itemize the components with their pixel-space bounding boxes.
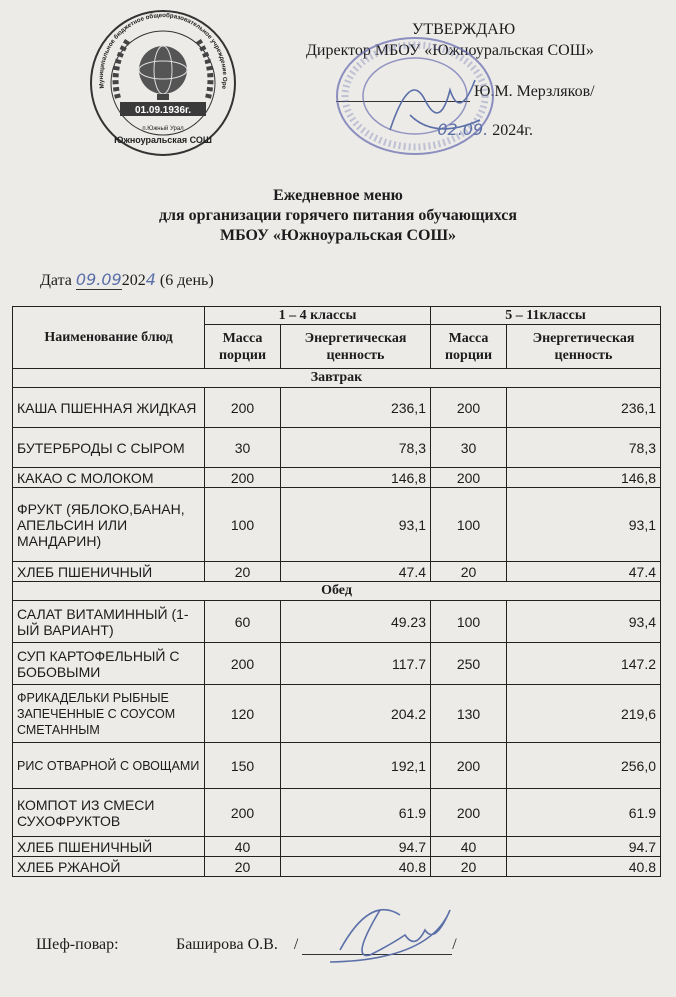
date-year-prefix: 202: [121, 272, 146, 289]
mass-1-4: 100: [205, 488, 281, 562]
mass-5-11: 40: [431, 837, 507, 857]
energy-5-11: 219,6: [507, 685, 661, 743]
table-row: [13, 685, 661, 743]
logo-ring-text: Муниципальное бюджетное общеобразовательное учреждение Оре: [97, 12, 229, 90]
energy-1-4: 146,8: [281, 468, 431, 488]
dish-name: САЛАТ ВИТАМИННЫЙ (1-ЫЙ ВАРИАНТ): [13, 601, 205, 643]
mass-5-11: 200: [431, 743, 507, 789]
approval-position: Директор МБОУ «Южноуральская СОШ»: [306, 42, 594, 59]
col-header-mass1: Масса порции: [205, 325, 281, 369]
mass-5-11: 100: [431, 601, 507, 643]
energy-5-11: 93,4: [507, 601, 661, 643]
energy-1-4: 93,1: [281, 488, 431, 562]
signature-slash-open: /: [293, 936, 299, 953]
col-header-group1: 1 – 4 классы: [205, 307, 431, 325]
mass-5-11: 100: [431, 488, 507, 562]
table-row: [13, 428, 661, 468]
date-label: Дата: [40, 272, 72, 289]
approval-director-name: Ю.М. Мерзляков/: [474, 83, 595, 100]
dish-name: ХЛЕБ РЖАНОЙ: [13, 857, 205, 877]
dish-name: ФРИКАДЕЛЬКИ РЫБНЫЕ ЗАПЕЧЕННЫЕ С СОУСОМ СМЕТАННЫМ: [13, 685, 205, 743]
dish-name: ХЛЕБ ПШЕНИЧНЫЙ: [13, 562, 205, 582]
energy-5-11: 40.8: [507, 857, 661, 877]
energy-1-4: 40.8: [281, 857, 431, 877]
energy-5-11: 61.9: [507, 789, 661, 837]
logo-school-text: Южноуральская СОШ: [114, 135, 212, 145]
menu-date: [40, 270, 214, 290]
approval-date-suffix: г.: [524, 122, 533, 139]
logo-ribbon-text: 01.09.1936г.: [135, 105, 191, 116]
energy-5-11: 94.7: [507, 837, 661, 857]
table-row: [13, 562, 661, 582]
chef-signature: [310, 890, 470, 970]
mass-1-4: 200: [205, 388, 281, 428]
dish-name: КАША ПШЕННАЯ ЖИДКАЯ: [13, 388, 205, 428]
energy-1-4: 204.2: [281, 685, 431, 743]
mass-1-4: 200: [205, 789, 281, 837]
mass-1-4: 200: [205, 468, 281, 488]
mass-5-11: 130: [431, 685, 507, 743]
energy-1-4: 49.23: [281, 601, 431, 643]
chef-label: Шеф-повар:: [36, 936, 119, 953]
energy-1-4: 192,1: [281, 743, 431, 789]
table-row: [13, 743, 661, 789]
mass-1-4: 150: [205, 743, 281, 789]
energy-1-4: 47.4: [281, 562, 431, 582]
dish-name: КАКАО С МОЛОКОМ: [13, 468, 205, 488]
mass-5-11: 20: [431, 562, 507, 582]
mass-1-4: 40: [205, 837, 281, 857]
col-header-mass2: Масса порции: [431, 325, 507, 369]
energy-1-4: 236,1: [281, 388, 431, 428]
energy-5-11: 236,1: [507, 388, 661, 428]
col-header-energy2: Энергетическая ценность: [507, 325, 661, 369]
energy-5-11: 146,8: [507, 468, 661, 488]
mass-1-4: 30: [205, 428, 281, 468]
director-signature: [380, 60, 490, 150]
school-logo-seal: [88, 8, 238, 158]
energy-5-11: 256,0: [507, 743, 661, 789]
date-year-last: 4: [145, 270, 156, 289]
date-day: 09.09: [75, 270, 122, 289]
mass-5-11: 30: [431, 428, 507, 468]
menu-heading-line1: Ежедневное меню: [273, 187, 403, 204]
mass-5-11: 200: [431, 388, 507, 428]
table-row: [13, 488, 661, 562]
menu-heading-line2: для организации горячего питания обучающихся: [158, 207, 518, 224]
menu-table: [12, 306, 661, 877]
mass-5-11: 200: [431, 789, 507, 837]
col-header-name: Наименование блюд: [13, 307, 205, 369]
col-header-group2: 5 – 11классы: [431, 307, 661, 325]
table-row: [13, 601, 661, 643]
table-row: [13, 789, 661, 837]
energy-1-4: 78,3: [281, 428, 431, 468]
mass-1-4: 20: [205, 562, 281, 582]
table-row: [13, 837, 661, 857]
energy-5-11: 93,1: [507, 488, 661, 562]
table-row: [13, 388, 661, 428]
mass-5-11: 250: [431, 643, 507, 685]
mass-1-4: 200: [205, 643, 281, 685]
dish-name: КОМПОТ ИЗ СМЕСИ СУХОФРУКТОВ: [13, 789, 205, 837]
date-day-number: (6 день): [159, 272, 214, 289]
energy-5-11: 47.4: [507, 562, 661, 582]
energy-5-11: 78,3: [507, 428, 661, 468]
dish-name: ФРУКТ (ЯБЛОКО,БАНАН, АПЕЛЬСИН ИЛИ МАНДАРИН): [13, 488, 205, 562]
energy-1-4: 61.9: [281, 789, 431, 837]
table-row: [13, 857, 661, 877]
section-lunch: Обед: [13, 582, 661, 601]
approval-title: УТВЕРЖДАЮ: [412, 21, 516, 38]
approval-date-day: 02.09.: [437, 120, 489, 139]
energy-5-11: 147.2: [507, 643, 661, 685]
table-row: [13, 468, 661, 488]
logo-place-text: п.Южный Урал: [142, 126, 184, 132]
mass-1-4: 60: [205, 601, 281, 643]
dish-name: ХЛЕБ ПШЕНИЧНЫЙ: [13, 837, 205, 857]
mass-5-11: 20: [431, 857, 507, 877]
signature-slash-close: /: [452, 936, 457, 953]
mass-1-4: 20: [205, 857, 281, 877]
dish-name: БУТЕРБРОДЫ С СЫРОМ: [13, 428, 205, 468]
dish-name: СУП КАРТОФЕЛЬНЫЙ С БОБОВЫМИ: [13, 643, 205, 685]
energy-1-4: 117.7: [281, 643, 431, 685]
section-breakfast: Завтрак: [13, 369, 661, 388]
mass-5-11: 200: [431, 468, 507, 488]
chef-name-text: Баширова О.В.: [176, 936, 278, 953]
approval-date-year: 2024: [492, 122, 525, 139]
col-header-energy1: Энергетическая ценность: [281, 325, 431, 369]
mass-1-4: 120: [205, 685, 281, 743]
energy-1-4: 94.7: [281, 837, 431, 857]
menu-heading-line3: МБОУ «Южноуральская СОШ»: [219, 227, 457, 244]
dish-name: РИС ОТВАРНОЙ С ОВОЩАМИ: [13, 743, 205, 789]
table-row: [13, 643, 661, 685]
